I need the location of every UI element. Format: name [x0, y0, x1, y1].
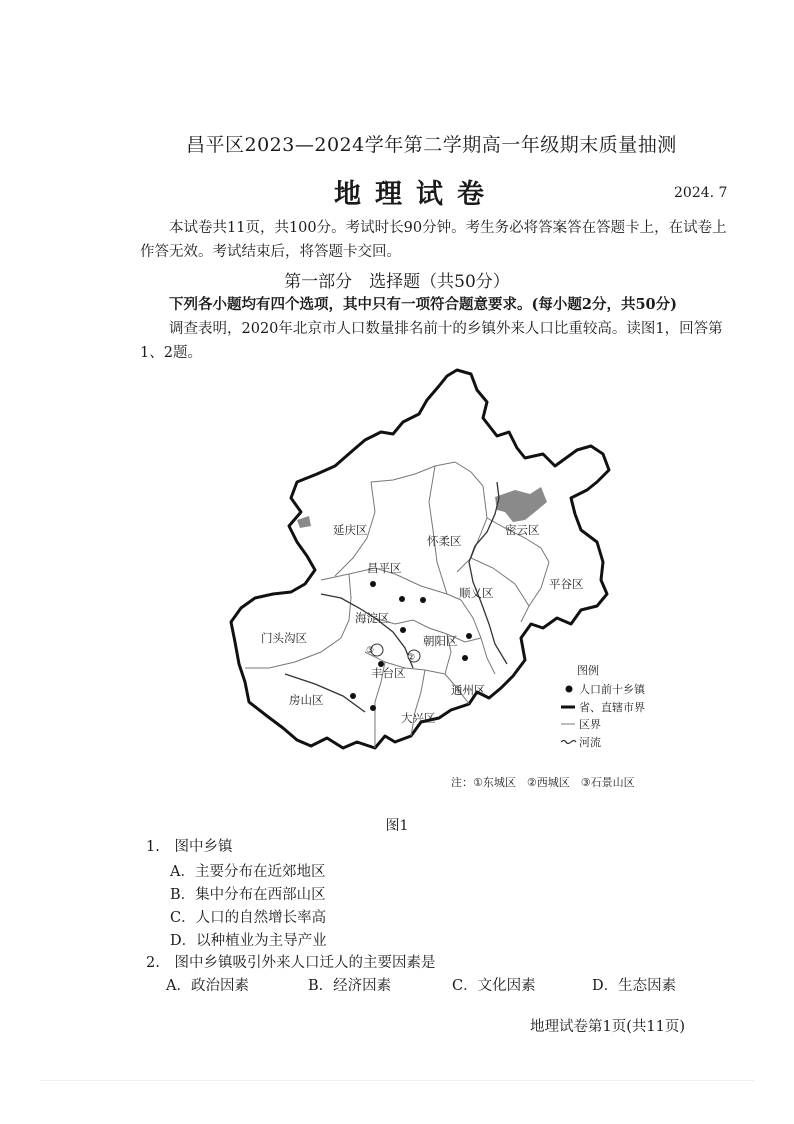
town-dot — [420, 597, 426, 603]
label-daxing: 大兴区 — [401, 711, 436, 725]
question-1-option-b: B．集中分布在西部山区 — [170, 887, 326, 903]
question-2-option-b: B．经济因素 — [308, 978, 392, 994]
town-dot — [462, 655, 468, 661]
legend-item-border: 省、直辖市界 — [579, 701, 645, 714]
miyun-reservoir — [495, 487, 547, 522]
legend-item-towns: 人口前十乡镇 — [579, 683, 645, 696]
page-footer: 地理试卷第1页(共11页) — [530, 1019, 685, 1035]
town-dot — [370, 705, 376, 711]
legend-river-icon — [561, 741, 576, 744]
town-dot — [350, 693, 356, 699]
question-2-option-c: C．文化因素 — [452, 978, 536, 994]
label-circle-3: ③ — [366, 646, 375, 656]
figure-caption: 图1 — [385, 818, 409, 834]
label-chaoyang: 朝阳区 — [423, 634, 458, 648]
label-fengtai: 丰台区 — [371, 666, 406, 680]
question-1-option-d: D．以种植业为主导产业 — [170, 933, 327, 949]
exam-instructions: 本试卷共11页，共100分。考试时长90分钟。考生务必将答案答在答题卡上，在试卷上作答无效。考试结束后，将答题卡交回。 — [140, 220, 727, 260]
legend-dot-icon — [566, 686, 573, 693]
beijing-boundary — [231, 370, 609, 748]
question-2 — [146, 951, 435, 972]
label-haidian: 海淀区 — [355, 611, 390, 625]
label-pinggu: 平谷区 — [549, 577, 584, 591]
question-2-option-d: D．生态因素 — [592, 978, 677, 994]
label-yanqing: 延庆区 — [333, 523, 368, 537]
map-note: 注：①东城区 ②西城区 ③石景山区 — [451, 776, 635, 789]
question-1-option-c: C．人口的自然增长率高 — [170, 910, 327, 926]
question-2-stem: 图中乡镇吸引外来人口迁人的主要因素是 — [174, 955, 436, 971]
question-stem-material: 调查表明，2020年北京市人口数量排名前十的乡镇外来人口比重较高。读图1，回答第1、2题。 — [140, 321, 723, 361]
legend-title: 图例 — [577, 664, 599, 677]
label-shunyi: 顺义区 — [459, 586, 494, 600]
exam-header: 昌平区2023—2024学年第二学期高一年级期末质量抽测 — [186, 134, 677, 156]
part-one-title: 第一部分 选择题（共50分） — [284, 272, 510, 292]
question-1-stem: 图中乡镇 — [174, 839, 233, 855]
town-dot — [400, 627, 406, 633]
beijing-map — [225, 362, 685, 802]
bottom-rule — [40, 1080, 754, 1081]
town-dot — [370, 581, 376, 587]
question-1-number: 1. — [146, 839, 160, 855]
exam-date: 2024. 7 — [674, 185, 728, 201]
legend-item-river: 河流 — [579, 736, 601, 749]
town-dot — [399, 596, 405, 602]
label-huairou: 怀柔区 — [427, 534, 462, 548]
legend-item-district: 区界 — [579, 718, 601, 731]
town-dot — [466, 633, 472, 639]
label-circle-2: ② — [407, 653, 416, 663]
reservoir-west — [297, 516, 311, 528]
label-fangshan: 房山区 — [289, 693, 324, 707]
question-2-option-a: A．政治因素 — [166, 978, 249, 994]
label-changping: 昌平区 — [367, 561, 402, 575]
label-miyun: 密云区 — [505, 523, 540, 537]
map-legend — [561, 663, 646, 749]
question-2-number: 2. — [146, 955, 160, 971]
question-1-option-a: A．主要分布在近郊地区 — [170, 864, 326, 880]
section-instruction: 下列各小题均有四个选项，其中只有一项符合题意要求。(每小题2分，共50分) — [169, 296, 677, 313]
exam-title: 地理试卷 — [334, 179, 498, 210]
label-mentougou: 门头沟区 — [261, 631, 307, 645]
label-tongzhou: 通州区 — [451, 683, 486, 697]
question-1 — [146, 835, 232, 856]
